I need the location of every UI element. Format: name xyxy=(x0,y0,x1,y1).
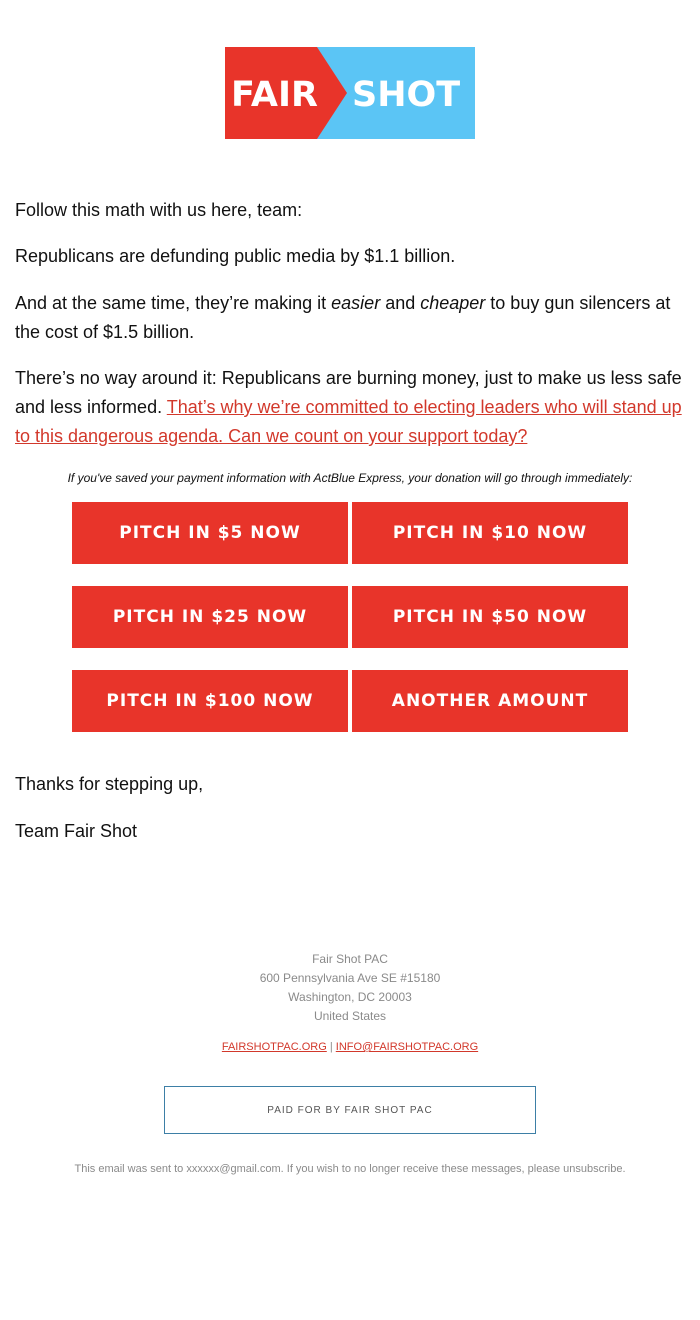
support-link[interactable]: That’s why we’re committed to electing leaders who will stand up to this dangerous agenda. Can we count on your support today? xyxy=(15,397,682,446)
footer-country: United States xyxy=(313,1009,387,1023)
emphasis-easier: easier xyxy=(331,293,381,313)
defunding-text: Republicans are defunding public media by $1.1 billion. xyxy=(15,246,456,266)
unsubscribe-notice: This email was sent to xxxxxx@gmail.com. If you wish to no longer receive these messages, please unsubscribe. xyxy=(74,1163,626,1175)
silencers-paragraph xyxy=(15,289,687,347)
logo-graphic xyxy=(225,47,475,139)
footer-links xyxy=(0,1041,700,1053)
closing-signature: Team Fair Shot xyxy=(15,821,138,841)
appeal-text-a: There’s no way around it: Republicans are burning money, just to make us less safe and less informed. xyxy=(15,368,682,417)
paid-for-text: PAID FOR BY FAIR SHOT PAC xyxy=(267,1104,433,1116)
pitch-in-25-button[interactable]: PITCH IN $25 NOW xyxy=(72,586,348,648)
pitch-in-50-button[interactable]: PITCH IN $50 NOW xyxy=(352,586,628,648)
another-amount-button[interactable]: ANOTHER AMOUNT xyxy=(352,670,628,732)
emphasis-cheaper: cheaper xyxy=(420,293,486,313)
silencers-text-a: And at the same time, they’re making it xyxy=(15,293,332,313)
footer-org-name: Fair Shot PAC xyxy=(312,952,388,966)
intro-paragraph xyxy=(15,196,687,225)
paid-for-disclaimer xyxy=(164,1086,536,1134)
footer-address xyxy=(0,950,700,1026)
logo-word-fair: FAIR xyxy=(231,75,318,115)
footer-street: 600 Pennsylvania Ave SE #15180 xyxy=(259,971,441,985)
appeal-paragraph xyxy=(15,364,687,451)
website-link[interactable]: FAIRSHOTPAC.ORG xyxy=(221,1041,327,1053)
actblue-express-note: If you've saved your payment information with ActBlue Express, your donation will go through immediately: xyxy=(67,471,633,485)
pitch-in-10-button[interactable]: PITCH IN $10 NOW xyxy=(352,502,628,564)
silencers-text xyxy=(15,289,687,347)
footer-link-separator: | xyxy=(329,1041,333,1053)
appeal-text xyxy=(15,364,687,451)
pitch-in-5-button[interactable]: PITCH IN $5 NOW xyxy=(72,502,348,564)
pitch-in-100-button[interactable]: PITCH IN $100 NOW xyxy=(72,670,348,732)
logo-word-shot: SHOT xyxy=(352,75,461,115)
defunding-paragraph xyxy=(15,242,687,271)
intro-text: Follow this math with us here, team: xyxy=(15,200,303,220)
closing-thanks: Thanks for stepping up, xyxy=(15,774,204,794)
silencers-text-c: to buy gun silencers at the cost of $1.5 billion. xyxy=(15,293,671,342)
footer-city: Washington, DC 20003 xyxy=(288,990,412,1004)
email-link[interactable]: INFO@FAIRSHOTPAC.ORG xyxy=(335,1041,479,1053)
fair-shot-logo xyxy=(225,47,475,139)
silencers-text-b: and xyxy=(380,293,421,313)
